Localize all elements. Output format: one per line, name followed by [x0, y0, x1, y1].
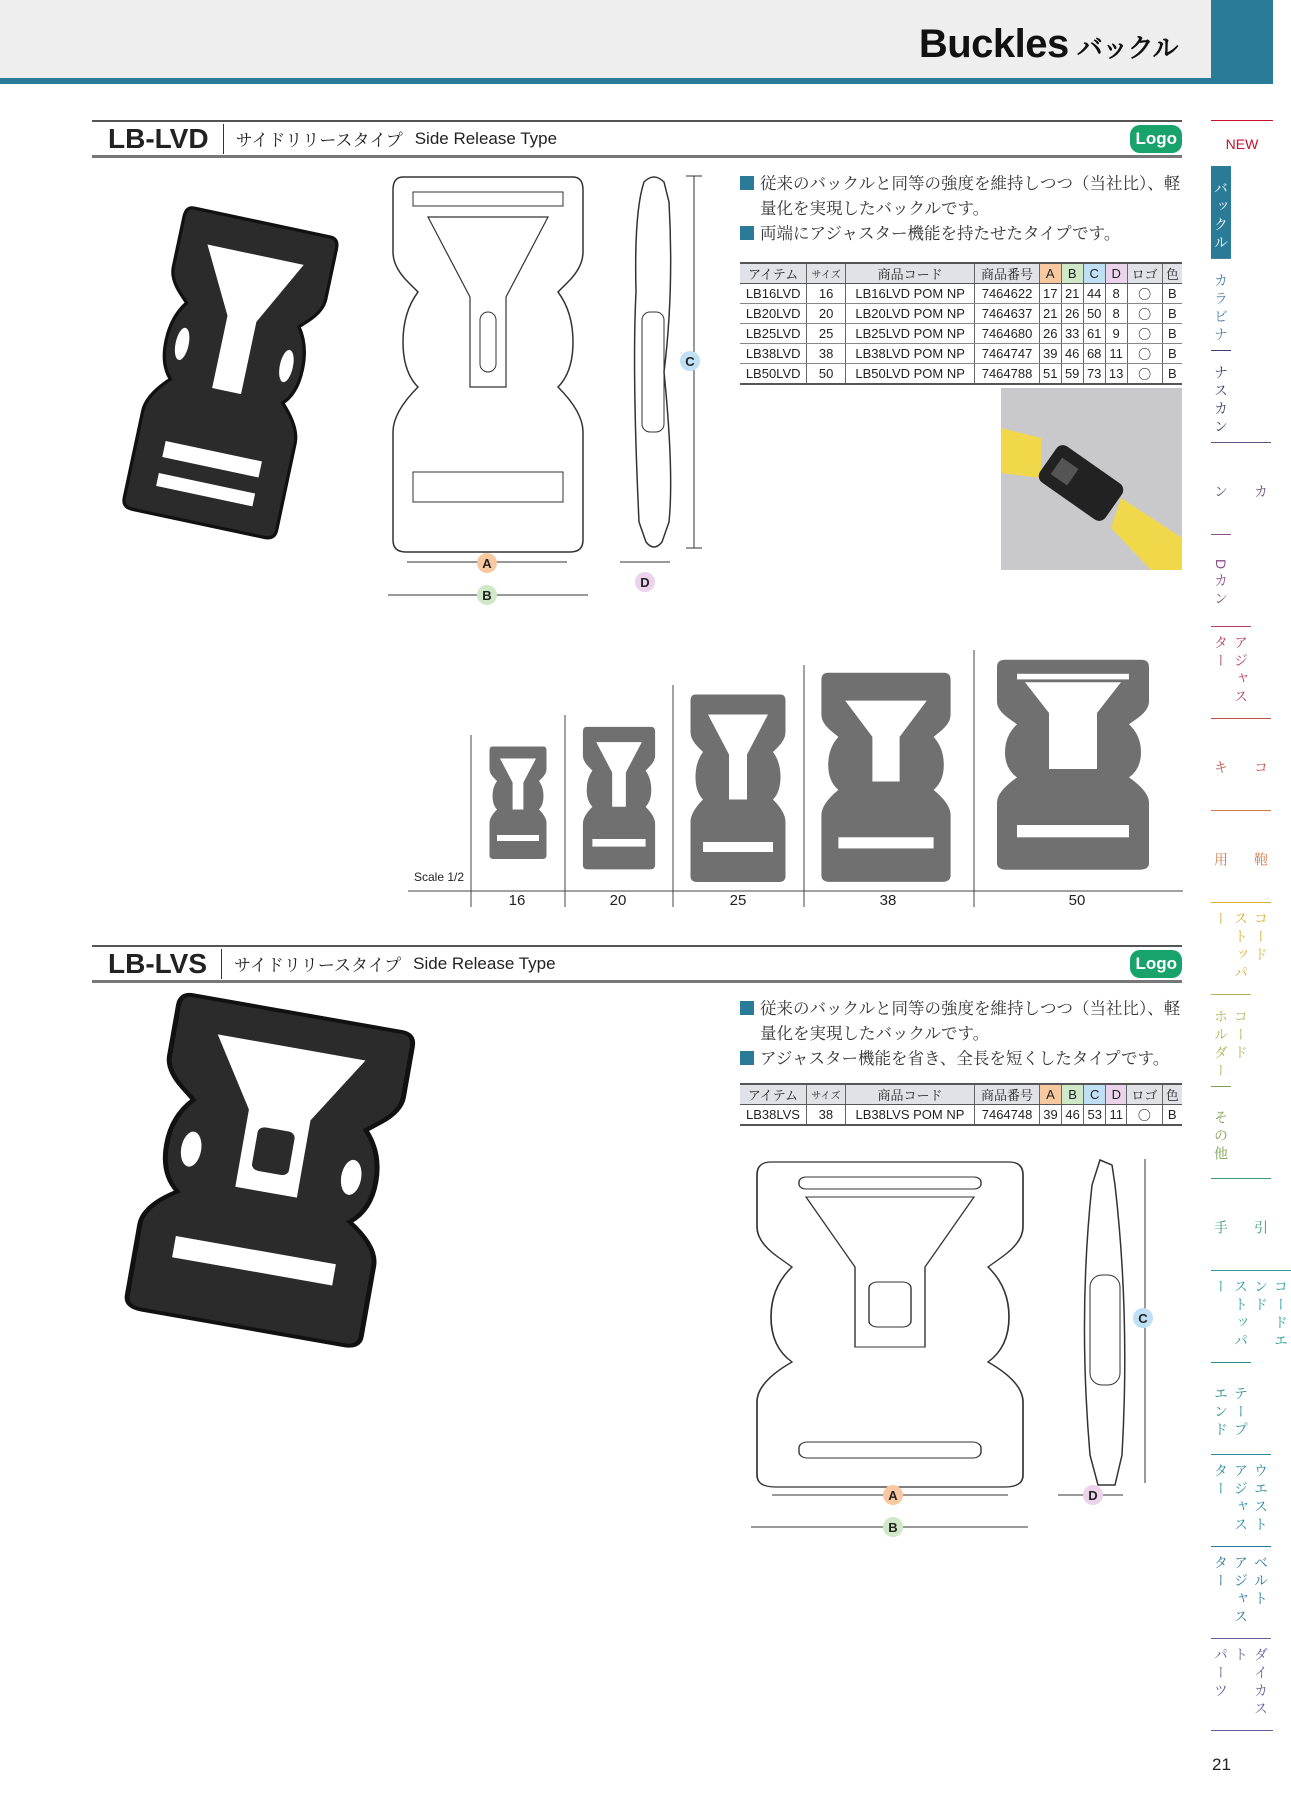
section-header-lb-lvd: [92, 120, 1182, 158]
sidebar-item[interactable]: ナスカン: [1211, 350, 1231, 442]
col-header: サイズ: [807, 263, 846, 284]
sidebar-item[interactable]: テープ エンド: [1211, 1362, 1251, 1454]
header-tab-block: [1211, 0, 1273, 84]
table-cell: LB20LVD: [740, 304, 807, 324]
sidebar-item[interactable]: 引 手: [1211, 1178, 1271, 1270]
table-cell: B: [1162, 364, 1182, 385]
size-label: 20: [609, 892, 627, 909]
table-cell: 7464788: [975, 364, 1039, 385]
sidebar-item[interactable]: 鞄 用: [1211, 810, 1271, 902]
table-cell: 46: [1061, 344, 1083, 364]
table-cell: 59: [1061, 364, 1083, 385]
table-cell: LB38LVD POM NP: [845, 344, 974, 364]
dimension-a-label: A: [883, 1485, 903, 1505]
table-cell: LB25LVD: [740, 324, 807, 344]
size-label: 38: [879, 892, 897, 909]
table-cell: 39: [1039, 344, 1061, 364]
table-cell: 17: [1039, 284, 1061, 304]
table-cell: LB50LVD: [740, 364, 807, 385]
table-cell: 21: [1061, 284, 1083, 304]
table-cell: 38: [807, 344, 846, 364]
table-cell: 26: [1039, 324, 1061, 344]
table-cell: 7464747: [975, 344, 1039, 364]
table-cell: 33: [1061, 324, 1083, 344]
col-header: C: [1083, 263, 1105, 284]
table-row: [740, 324, 1182, 344]
col-header: 色: [1162, 263, 1182, 284]
table-cell: LB16LVD POM NP: [845, 284, 974, 304]
table-cell: 〇: [1127, 324, 1162, 344]
table-row: [740, 364, 1182, 385]
table-cell: 73: [1083, 364, 1105, 385]
table-cell: LB25LVD POM NP: [845, 324, 974, 344]
table-cell: 51: [1039, 364, 1061, 385]
table-row: [740, 304, 1182, 324]
table-cell: 16: [807, 284, 846, 304]
product-code: LB-LVD: [92, 124, 224, 154]
table-cell: 44: [1083, 284, 1105, 304]
table-cell: LB16LVD: [740, 284, 807, 304]
size-label: 25: [729, 892, 747, 909]
table-cell: LB38LVD: [740, 344, 807, 364]
sidebar-item[interactable]: Dカン: [1211, 534, 1231, 626]
logo-badge: Logo: [1130, 125, 1182, 153]
col-header: 商品コード: [845, 1084, 974, 1105]
table-cell: 〇: [1127, 1105, 1162, 1126]
table-cell: 〇: [1127, 344, 1162, 364]
sidebar-item[interactable]: ベルト アジャスター: [1211, 1546, 1271, 1638]
spec-table-lb-lvs: [740, 1083, 1182, 1126]
dimension-a-label: A: [477, 553, 497, 573]
sidebar-item[interactable]: アジャスター: [1211, 626, 1251, 718]
table-cell: 9: [1105, 324, 1127, 344]
col-header: 商品番号: [975, 263, 1039, 284]
table-cell: 〇: [1127, 284, 1162, 304]
category-sidebar: [1211, 120, 1289, 1731]
dimension-b-label: B: [883, 1517, 903, 1537]
table-cell: 53: [1084, 1105, 1106, 1126]
col-header: アイテム: [740, 1084, 806, 1105]
front-drawing-lb-lvd: [380, 170, 600, 560]
table-cell: 8: [1105, 304, 1127, 324]
table-cell: 7464637: [975, 304, 1039, 324]
table-cell: 7464680: [975, 324, 1039, 344]
table-row: [740, 284, 1182, 304]
feature-list-lb-lvd: [740, 172, 1190, 247]
dimension-b-label: B: [477, 585, 497, 605]
product-code: LB-LVS: [92, 949, 222, 979]
product-photo-lb-lvs: [100, 995, 440, 1345]
table-cell: 7464748: [975, 1105, 1040, 1126]
sidebar-item[interactable]: バックル: [1211, 166, 1231, 258]
feature-item: アジャスター機能を省き、全長を短くしたタイプです。: [740, 1047, 1190, 1072]
col-header: 商品コード: [845, 263, 974, 284]
table-cell: 39: [1039, 1105, 1061, 1126]
table-row: [740, 1105, 1182, 1126]
sidebar-item[interactable]: NEW: [1211, 120, 1273, 166]
page-title-jp: バックル: [1076, 33, 1178, 63]
sidebar-item[interactable]: コ キ: [1211, 718, 1271, 810]
table-cell: B: [1162, 284, 1182, 304]
table-cell: LB38LVS POM NP: [845, 1105, 974, 1126]
subtitle-en: Side Release Type: [414, 128, 558, 148]
table-cell: 50: [807, 364, 846, 385]
col-header: アイテム: [740, 263, 807, 284]
size-label: 16: [508, 892, 526, 909]
dimension-lines-lvs: [748, 1485, 1128, 1535]
table-cell: 50: [1083, 304, 1105, 324]
sidebar-item[interactable]: コード ホルダー: [1211, 994, 1251, 1086]
sidebar-item[interactable]: ウエスト アジャスター: [1211, 1454, 1271, 1546]
table-cell: 〇: [1127, 364, 1162, 385]
col-header: ロゴ: [1127, 263, 1162, 284]
col-header: B: [1062, 1084, 1084, 1105]
dimension-c-label: C: [680, 351, 700, 371]
col-header: A: [1039, 1084, 1061, 1105]
table-cell: B: [1162, 304, 1182, 324]
feature-list-lb-lvs: [740, 997, 1190, 1072]
col-header: サイズ: [806, 1084, 845, 1105]
table-cell: LB38LVS: [740, 1105, 806, 1126]
table-cell: 46: [1062, 1105, 1084, 1126]
table-cell: LB50LVD POM NP: [845, 364, 974, 385]
table-cell: B: [1162, 344, 1182, 364]
logo-badge: Logo: [1130, 950, 1182, 978]
table-cell: 21: [1039, 304, 1061, 324]
table-cell: 68: [1083, 344, 1105, 364]
dimension-c-label: C: [1133, 1308, 1153, 1328]
sidebar-item[interactable]: ダイカスト パーツ: [1211, 1638, 1271, 1730]
product-photo-lb-lvd: [80, 175, 380, 575]
table-cell: 61: [1083, 324, 1105, 344]
subtitle-jp: サイドリリースタイプ: [235, 131, 403, 150]
front-drawing-lb-lvs: [745, 1155, 1035, 1495]
section-header-lb-lvs: [92, 945, 1182, 983]
sidebar-divider: [1211, 1730, 1273, 1731]
page-title: [919, 22, 1178, 67]
product-photo-yellow-strap: [1001, 388, 1182, 570]
feature-item: 従来のバックルと同等の強度を維持しつつ（当社比）、軽量化を実現したバックルです。: [740, 997, 1190, 1047]
table-cell: B: [1162, 1105, 1182, 1126]
table-cell: 7464622: [975, 284, 1039, 304]
table-cell: 38: [806, 1105, 845, 1126]
feature-item: 両端にアジャスター機能を持たせたタイプです。: [740, 222, 1190, 247]
sidebar-item[interactable]: コード ストッパー: [1211, 902, 1271, 994]
col-header: 色: [1162, 1084, 1182, 1105]
table-cell: 26: [1061, 304, 1083, 324]
table-row: [740, 344, 1182, 364]
scale-comparison: [408, 645, 1183, 907]
page-number: 21: [1212, 1755, 1231, 1774]
side-drawing-lb-lvd: [614, 172, 714, 562]
table-cell: 25: [807, 324, 846, 344]
dimension-lines: [385, 550, 675, 600]
subtitle-en: Side Release Type: [413, 953, 556, 973]
dimension-d-label: D: [1083, 1485, 1103, 1505]
col-header: D: [1106, 1084, 1127, 1105]
scale-label: Scale 1/2: [414, 870, 465, 884]
dimension-d-label: D: [635, 572, 655, 592]
table-cell: 11: [1106, 1105, 1127, 1126]
col-header: D: [1105, 263, 1127, 284]
subtitle-jp: サイドリリースタイプ: [234, 956, 402, 975]
table-cell: 〇: [1127, 304, 1162, 324]
col-header: A: [1039, 263, 1061, 284]
sidebar-item[interactable]: カラビナ: [1211, 258, 1231, 350]
col-header: ロゴ: [1127, 1084, 1162, 1105]
table-cell: 13: [1105, 364, 1127, 385]
sidebar-item[interactable]: その他: [1211, 1086, 1231, 1178]
table-cell: B: [1162, 324, 1182, 344]
table-cell: 20: [807, 304, 846, 324]
spec-table-lb-lvd: [740, 262, 1182, 385]
header-rule: [0, 78, 1211, 84]
sidebar-item[interactable]: カ ン: [1211, 442, 1271, 534]
size-label: 50: [1068, 892, 1086, 909]
table-cell: LB20LVD POM NP: [845, 304, 974, 324]
col-header: B: [1061, 263, 1083, 284]
table-cell: 8: [1105, 284, 1127, 304]
page-title-en: Buckles: [918, 22, 1069, 66]
sidebar-item[interactable]: コードエンド ストッパー: [1211, 1270, 1291, 1362]
col-header: C: [1084, 1084, 1106, 1105]
feature-item: 従来のバックルと同等の強度を維持しつつ（当社比）、軽量化を実現したバックルです。: [740, 172, 1190, 222]
table-cell: 11: [1105, 344, 1127, 364]
col-header: 商品番号: [975, 1084, 1040, 1105]
